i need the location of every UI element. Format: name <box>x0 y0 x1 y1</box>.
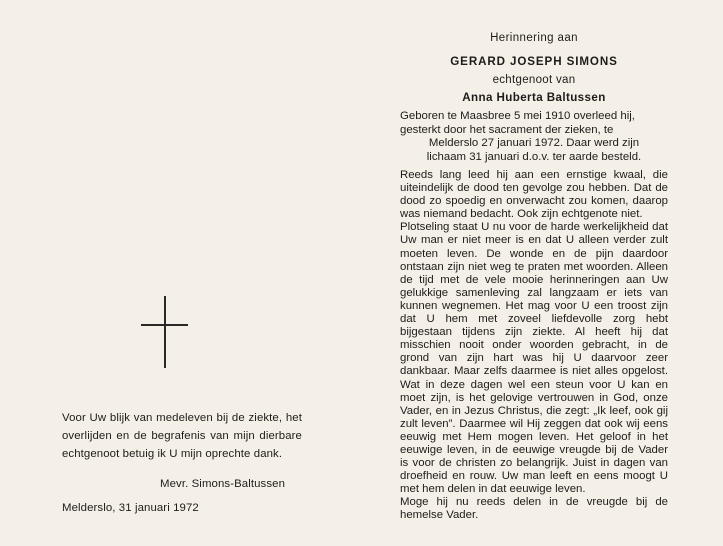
condolence-body <box>400 169 668 523</box>
spouse-name: Anna Huberta Baltussen <box>462 91 606 104</box>
signer-name: Mevr. Simons-Baltussen <box>160 478 286 490</box>
birth-death-line: Melderslo 27 januari 1972. Daar werd zijn <box>428 137 640 149</box>
remembrance-intro: Herinnering aan <box>490 32 578 44</box>
place-date: Melderslo, 31 januari 1972 <box>62 502 199 514</box>
body-paragraph: Moge hij nu reeds delen in de vreugde bij de hemelse Vader. <box>400 496 668 522</box>
birth-death-line: lichaam 31 januari d.o.v. ter aarde besteld. <box>426 150 642 163</box>
birth-death-line: gesterkt door het sacrament der zieken, te <box>400 123 614 136</box>
body-paragraph: Reeds lang leed hij aan een ernstige kwaal, die uiteindelijk de dood ten gevolge zou hebben. Dat de dood zo spoedig en onverwacht zou komen, daarop was niemand bedacht. Ook zijn echtgenote niet. <box>400 169 668 221</box>
spouse-label: echtgenoot van <box>492 74 576 86</box>
birth-death-paragraph <box>400 110 668 164</box>
cross-vertical-bar <box>164 296 166 368</box>
cross-horizontal-bar <box>141 324 188 326</box>
deceased-name: GERARD JOSEPH SIMONS <box>450 55 618 68</box>
thanks-text: Voor Uw blijk van medeleven bij de ziekte, het overlijden en de begrafenis van mijn dierbare echtgenoot betuig ik U mijn oprechte dank. <box>62 412 302 460</box>
body-paragraph: Plotseling staat U nu voor de harde werkelijkheid dat Uw man er niet meer is en dat U alleen verder zult moeten leven. De wonde en de pijn daardoor ontstaan zijn niet weg te praten met woorden. Alleen de tijd met de vele mooie herinneringen aan Uw gelukkige samenleving zal langzaam er iets van kunnen wegnemen. Het mag voor U een troost zijn dat U hem met zoveel liefdevolle zorg hebt bijgestaan tijdens zijn ziekte. Al heeft hij dat misschien nooit onder woorden gebracht, in de grond van zijn hart was hij U daarvoor zeer dankbaar. Maar zelfs daarmee is niet alles opgelost. Wat in deze dagen wel een steun voor U kan en moet zijn, is het gelovige vertrouwen in God, onze Vader, en in Jezus Christus, die zegt: „Ik leef, ook gij zult leven”. Daarmee wil Hij zeggen dat ook wij eens eeuwig met Hem mogen leven. Het geloof in het eeuwige leven, in de eeuwige vreugde bij de Vader is voor de christen zo belangrijk. Juist in dagen van droefheid en rouw. Uw man leeft en eens moogt U met hem delen in dat eeuwige leven. <box>400 221 668 496</box>
birth-death-line: Geboren te Maasbree 5 mei 1910 overleed hij, <box>400 110 635 122</box>
